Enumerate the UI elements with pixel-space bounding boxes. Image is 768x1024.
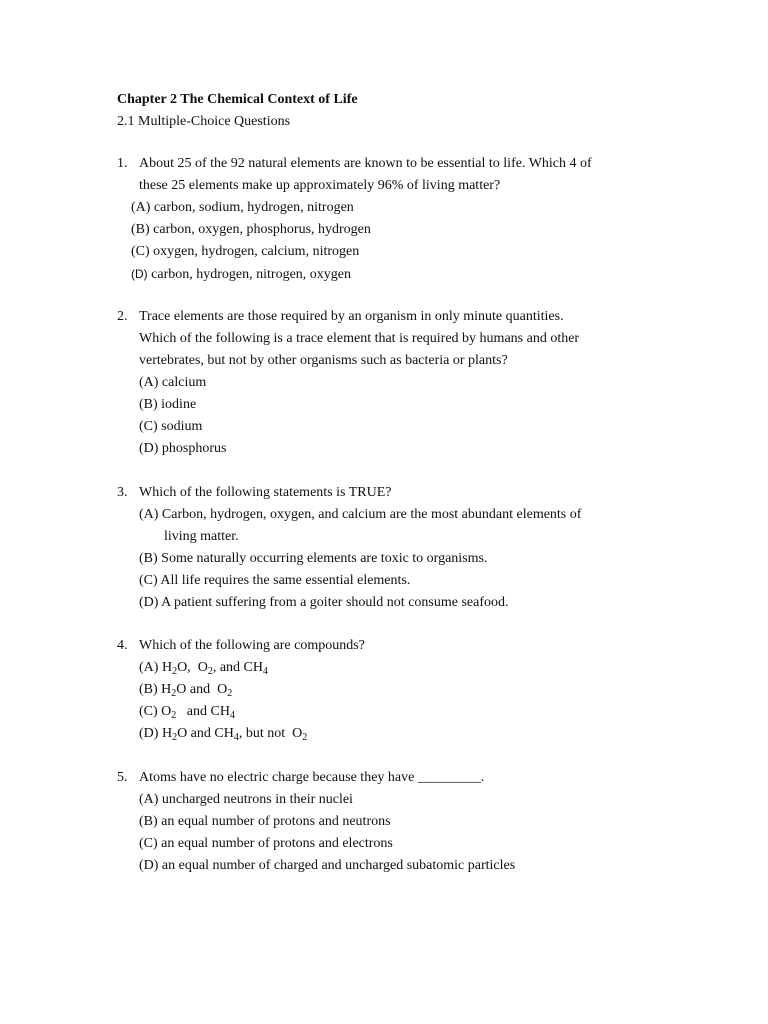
chapter-title: Chapter 2 The Chemical Context of Life [117, 92, 358, 107]
formula-subscript: 2 [172, 732, 178, 743]
answer-option-c [139, 701, 235, 723]
question-number: 4. [117, 638, 128, 653]
answer-option-b [139, 679, 232, 701]
answer-option-a: (A) carbon, sodium, hydrogen, nitrogen [131, 200, 354, 215]
answer-option-a [139, 657, 268, 679]
formula-part: and CH [186, 704, 230, 719]
answer-option-b: (B) iodine [139, 397, 197, 412]
question-5 [117, 767, 657, 877]
formula-subscript: 2 [302, 732, 308, 743]
option-label: (C) [139, 704, 158, 719]
question-text-line: About 25 of the 92 natural elements are known to be essential to life. Which 4 of [139, 156, 592, 171]
formula-part: O [197, 660, 208, 675]
answer-option-a-continued: living matter. [164, 529, 239, 544]
option-label: (D) [139, 726, 159, 741]
formula-subscript: 2 [171, 688, 177, 699]
option-label: (B) [139, 682, 158, 697]
formula-part: , but not [238, 726, 286, 741]
formula-part: O [217, 682, 228, 697]
formula-part: O [292, 726, 303, 741]
option-text: carbon, hydrogen, nitrogen, oxygen [151, 267, 352, 282]
question-text-line: these 25 elements make up approximately 96% of living matter? [139, 178, 501, 193]
question-2 [117, 306, 657, 460]
question-text-line: Which of the following are compounds? [139, 638, 365, 653]
formula-part: O [161, 704, 172, 719]
formula-subscript: 2 [227, 688, 233, 699]
formula-subscript: 2 [172, 666, 178, 677]
formula-subscript: 2 [207, 666, 213, 677]
formula-part: , and CH [212, 660, 263, 675]
answer-option-d: (D) A patient suffering from a goiter should not consume seafood. [139, 595, 509, 610]
answer-option-c: (C) sodium [139, 419, 203, 434]
answer-option-c: (C) an equal number of protons and electrons [139, 836, 393, 851]
formula-part: H [161, 726, 173, 741]
formula-subscript: 4 [233, 732, 239, 743]
answer-option-b: (B) an equal number of protons and neutrons [139, 814, 391, 829]
formula-subscript: 2 [171, 710, 177, 721]
answer-option-c: (C) oxygen, hydrogen, calcium, nitrogen [131, 244, 360, 259]
option-label: (D) [131, 267, 148, 281]
question-4 [117, 635, 657, 745]
question-number: 3. [117, 485, 128, 500]
answer-option-d [131, 263, 351, 286]
formula-subscript: 4 [262, 666, 268, 677]
answer-option-a: (A) calcium [139, 375, 207, 390]
formula-part: O and CH [177, 726, 234, 741]
question-text-line: Which of the following statements is TRUE? [139, 485, 392, 500]
question-number: 2. [117, 309, 128, 324]
answer-option-b: (B) carbon, oxygen, phosphorus, hydrogen [131, 222, 371, 237]
formula-part: H [161, 682, 172, 697]
answer-option-a: (A) uncharged neutrons in their nuclei [139, 792, 353, 807]
answer-option-b: (B) Some naturally occurring elements are toxic to organisms. [139, 551, 488, 566]
option-label: (A) [139, 660, 159, 675]
formula-part: O, [177, 660, 191, 675]
question-number: 1. [117, 156, 128, 171]
formula-part: O and [176, 682, 211, 697]
answer-option-d: (D) an equal number of charged and uncharged subatomic particles [139, 858, 516, 873]
question-1 [117, 153, 657, 285]
answer-option-d: (D) phosphorus [139, 441, 227, 456]
question-text-line: Trace elements are those required by an organism in only minute quantities. [139, 309, 564, 324]
answer-option-d [139, 723, 307, 745]
section-title: 2.1 Multiple-Choice Questions [117, 114, 291, 129]
answer-option-c: (C) All life requires the same essential elements. [139, 573, 411, 588]
question-3 [117, 482, 657, 614]
question-text-line: Atoms have no electric charge because they have _________. [139, 770, 485, 785]
formula-subscript: 4 [229, 710, 235, 721]
question-text-line: vertebrates, but not by other organisms such as bacteria or plants? [139, 353, 508, 368]
answer-option-a: (A) Carbon, hydrogen, oxygen, and calcium are the most abundant elements of [139, 507, 582, 522]
formula-part: H [161, 660, 173, 675]
question-text-line: Which of the following is a trace element that is required by humans and other [139, 331, 580, 346]
question-number: 5. [117, 770, 128, 785]
